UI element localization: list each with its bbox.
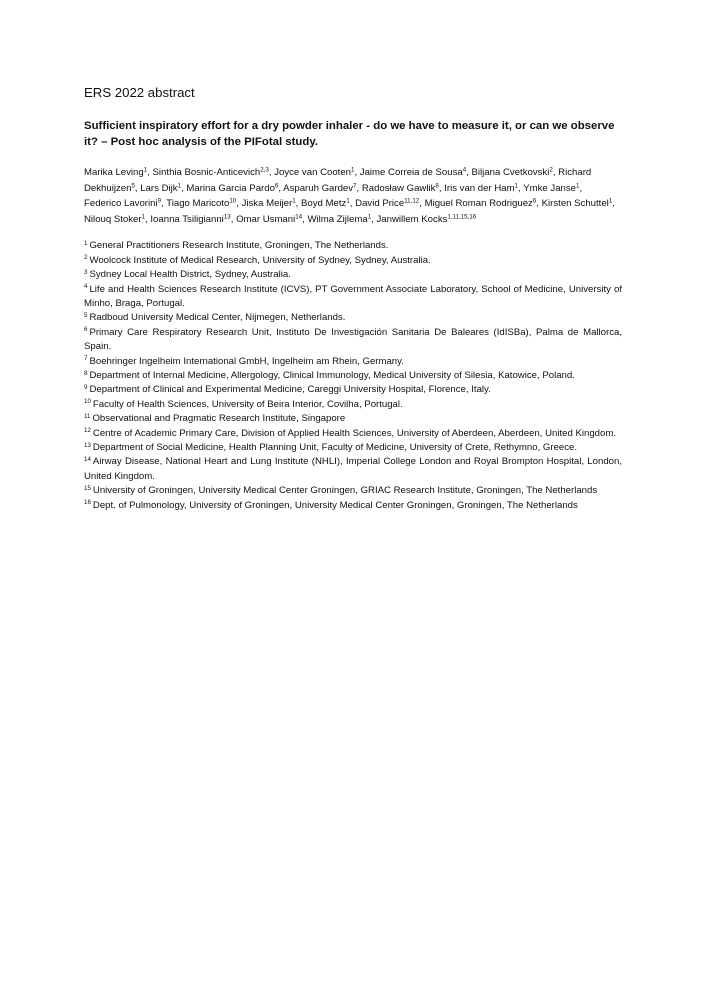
author-name (242, 198, 296, 209)
author-name-text: Kirsten Schuttel (541, 198, 609, 210)
affiliation-text: Faculty of Health Sciences, University of Beira Interior, Covilha, Portugal. (92, 398, 403, 410)
affiliation-number: 9 (84, 383, 88, 391)
author-affiliation-marker: 6 (532, 197, 537, 205)
author-name (307, 214, 371, 225)
affiliation-number: 14 (84, 455, 91, 463)
author-affiliation-marker: 7 (353, 182, 357, 190)
affiliation-number: 11 (84, 412, 91, 420)
abstract-title: Sufficient inspiratory effort for a dry powder inhaler - do we have to measure it, or can we observe it? – Post hoc analysis of the PIFotal study. (84, 120, 615, 148)
author-name (153, 167, 269, 178)
author-name-text: Wilma Zijlema (307, 213, 368, 225)
author-name-text: Radosław Gawlik (361, 182, 436, 194)
author-name-text: Janwillem Kocks (376, 213, 448, 225)
author-name (84, 198, 161, 209)
author-list: Marika Leving$^1$, Sinthia Bosnic-Anticevich$^{2,3}$, Joyce van Cooten$^1$, Jaime Correia de Sousa$^4$, Biljana Cvetkovski$^2$, Richard Dekhuijzen$^5$, Lars Dijk$^1$, Marina Garcia Pardo$^6$, Asparuh Gardev$^7$, Radosław Gawlik$^8$, Iris van der Ham$^1$, Ymke Janse$^1$, Federico Lavorini$^9$, Tiago Maricoto$^{10}$, Jiska Meijer$^1$, Boyd Metz$^1$, David Price$^{11,12}$, Miguel Roman Rodriguez$^6$, Kirsten Schuttel$^1$, Nilouq Stoker$^1$, Ioanna Tsiligianni$^{13}$, Omar Usmani$^{14}$, Wilma Zijlema$^1$, Janwillem Kocks$^{1,11,15,16}$ (84, 166, 615, 225)
author-name (444, 183, 518, 194)
affiliation-text: Radboud University Medical Center, Nijmegen, Netherlands. (89, 312, 346, 324)
author-name (301, 198, 350, 209)
affiliation-list (84, 239, 622, 513)
author-name (274, 167, 354, 178)
affiliation-text: Dept. of Pulmonology, University of Groningen, University Medical Center Groningen, Groningen, The Netherlands (92, 499, 578, 511)
affiliation-number: 12 (84, 427, 91, 435)
author-name-text: Nilouq Stoker (84, 213, 142, 225)
author-name (166, 198, 236, 209)
author-affiliation-marker: 10 (229, 197, 237, 205)
author-name (360, 167, 466, 178)
affiliation-number: 15 (84, 484, 91, 492)
affiliation-number: 3 (84, 268, 88, 276)
author-affiliation-marker: 1 (367, 213, 372, 221)
affiliation-item (84, 283, 622, 312)
affiliation-text: General Practitioners Research Institute, Groningen, The Netherlands. (89, 240, 389, 252)
author-affiliation-marker: 11,12 (404, 197, 420, 205)
affiliation-item (84, 455, 622, 484)
author-name (186, 183, 278, 194)
author-affiliation-marker: 5 (131, 182, 135, 190)
author-affiliation-marker: 1 (608, 197, 613, 205)
affiliation-item (84, 355, 622, 369)
affiliation-item (84, 484, 622, 498)
author-name-text: David Price (355, 198, 405, 210)
author-name-text: Ioanna Tsiligianni (150, 213, 224, 225)
author-affiliation-marker: 6 (274, 182, 279, 190)
affiliation-text: Department of Internal Medicine, Allergology, Clinical Immunology, Medical University of Silesia, Katowice, Poland. (89, 370, 575, 382)
author-name (472, 167, 553, 178)
author-name (150, 214, 230, 225)
affiliation-item (84, 499, 622, 513)
author-name (236, 214, 302, 225)
author-name-text: Omar Usmani (236, 213, 296, 225)
affiliation-number: 5 (84, 311, 88, 319)
affiliation-number: 10 (84, 398, 91, 406)
author-name-text: Miguel Roman Rodriguez (424, 198, 533, 210)
author-affiliation-marker: 1 (346, 197, 350, 205)
author-name (377, 214, 477, 225)
author-name (355, 198, 419, 209)
affiliation-text: Life and Health Sciences Research Institute (ICVS), PT Government Associate Laboratory, School of Medicine, University of Minho, Braga, Portugal. (84, 283, 622, 309)
affiliation-text: Airway Disease, National Heart and Lung Institute (NHLI), Imperial College London and Royal Brompton Hospital, London, United Kingdom. (84, 456, 622, 482)
author-name-text: Jiska Meijer (241, 198, 293, 210)
affiliation-text: Department of Social Medicine, Health Planning Unit, Faculty of Medicine, University of Crete, Rethymno, Greece. (92, 442, 578, 454)
affiliation-item (84, 398, 622, 412)
document-label: ERS 2022 abstract (84, 85, 195, 100)
author-affiliation-marker: 1 (177, 182, 182, 190)
author-name (140, 183, 181, 194)
author-affiliation-marker: 2,3 (260, 166, 269, 174)
affiliation-number: 4 (84, 283, 88, 291)
affiliation-text: University of Groningen, University Medical Center Groningen, GRIAC Research Institute, Groningen, The Netherlands (92, 485, 598, 497)
author-name-text: Sinthia Bosnic-Anticevich (152, 167, 261, 178)
affiliation-number: 1 (84, 239, 88, 247)
author-affiliation-marker: 13 (223, 213, 231, 221)
author-affiliation-marker: 4 (462, 166, 467, 174)
affiliation-text: Boehringer Ingelheim International GmbH, Ingelheim am Rhein, Germany. (89, 355, 404, 367)
author-name (523, 183, 579, 194)
affiliation-item (84, 268, 622, 282)
author-affiliation-marker: 1 (141, 213, 146, 221)
affiliation-text: Observational and Pragmatic Research Institute, Singapore (92, 413, 346, 425)
author-name-text: Biljana Cvetkovski (471, 167, 550, 178)
affiliation-number: 16 (84, 499, 91, 507)
author-name-text: Iris van der Ham (444, 182, 515, 194)
author-affiliation-marker: 1,11,15,16 (447, 213, 477, 221)
author-affiliation-marker: 14 (295, 213, 303, 221)
author-name (542, 198, 613, 209)
affiliation-text: Woolcock Institute of Medical Research, University of Sydney, Sydney, Australia. (89, 254, 431, 266)
author-name (84, 167, 147, 178)
affiliation-item (84, 254, 622, 268)
affiliation-item (84, 311, 622, 325)
author-name-text: Richard Dekhuijzen (84, 167, 592, 194)
affiliation-text: Centre of Academic Primary Care, Division of Applied Health Sciences, University of Aberdeen, Aberdeen, United Kingdom. (92, 427, 617, 439)
affiliation-number: 13 (84, 441, 91, 449)
affiliation-text: Sydney Local Health District, Sydney, Australia. (89, 269, 291, 281)
affiliation-item (84, 441, 622, 455)
author-name-text: Lars Dijk (140, 182, 178, 194)
author-name-text: Tiago Maricoto (166, 198, 230, 210)
author-affiliation-marker: 1 (292, 197, 296, 205)
author-affiliation-marker: 2 (549, 166, 553, 174)
affiliation-number: 8 (84, 369, 88, 377)
author-name-text: Marina Garcia Pardo (186, 182, 275, 194)
author-name-text: Joyce van Cooten (274, 167, 351, 178)
affiliation-item (84, 427, 622, 441)
author-name-text: Federico Lavorini (84, 198, 158, 210)
affiliation-number: 7 (84, 355, 88, 363)
author-affiliation-marker: 1 (576, 182, 580, 190)
affiliation-number: 2 (84, 254, 88, 262)
author-affiliation-marker: 1 (351, 166, 355, 174)
affiliation-text: Department of Clinical and Experimental Medicine, Careggi University Hospital, Florence, Italy. (89, 384, 491, 396)
affiliation-item (84, 383, 622, 397)
affiliation-number: 6 (84, 326, 88, 334)
author-name-text: Jaime Correia de Sousa (359, 167, 463, 178)
author-affiliation-marker: 9 (157, 197, 162, 205)
author-name-text: Boyd Metz (301, 198, 347, 210)
document-content (84, 85, 622, 513)
author-name (425, 198, 537, 209)
author-name (283, 183, 356, 194)
author-name-text: Ymke Janse (523, 182, 577, 194)
affiliation-item (84, 326, 622, 355)
author-name-text: Asparuh Gardev (283, 182, 354, 194)
affiliation-item (84, 412, 622, 426)
author-affiliation-marker: 8 (435, 182, 439, 190)
author-affiliation-marker: 1 (143, 166, 148, 174)
affiliation-item (84, 369, 622, 383)
affiliation-item (84, 239, 622, 253)
affiliation-text: Primary Care Respiratory Research Unit, Instituto De Investigación Sanitaria De Baleares (IdISBa), Palma de Mallorca, Spain. (84, 326, 622, 353)
author-name-text: Marika Leving (84, 167, 144, 178)
author-affiliation-marker: 1 (514, 182, 519, 190)
author-name (362, 183, 439, 194)
author-name (84, 214, 145, 225)
